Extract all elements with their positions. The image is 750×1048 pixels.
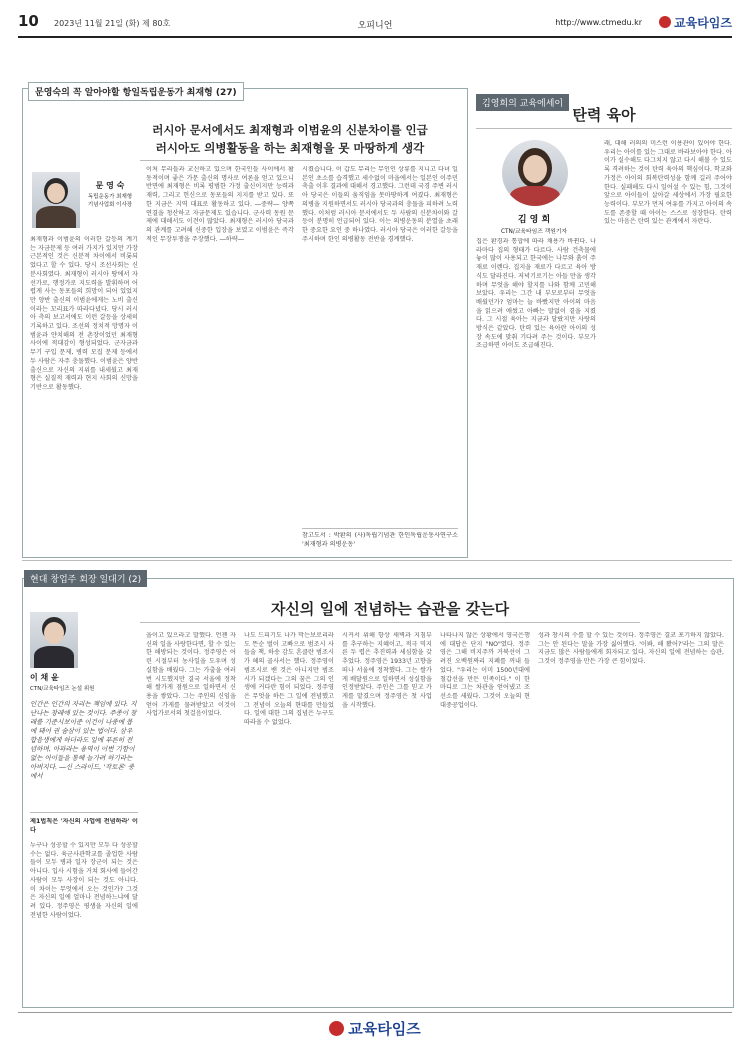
article-founder-col6: 성과 창시의 수를 할 수 있는 것이다. 정주영은 결코 포기하지 않았다. 그는 안 된다는 말을 가장 싫어했다. '이봐, 해 봤어?'라는 그의 말은 지금도 많은 사람들에게 회자되고 있다. 자신의 일에 전념하는 습관, 그것이 정주영을 만든 가장 큰 힘이었다.	[538, 632, 724, 666]
footer-logo	[0, 1018, 750, 1039]
article-choi-col1: 최재형과 이범윤의 이러한 갈등의 계기는 자금문제 등 여러 가지가 있지만 가장 근본적인 것은 신분적 차이에서 비롯되었다고 할 수 있다. 당시 조선사회는 신분사회였다. 최재형이 러시아 땅에서 자선가로, 행정가로 지도력을 발휘하며 어렵게 사는 동포들의 희망이 되어 있었지만 양반 출신의 이범윤에게는 노비 출신이라는 꼬리표가 따라다녔다. 당시 러시아 측의 보고서에도 이런 갈등을 상세히 기록하고 있다. 조선의 정치적 망명자 이범윤과 얀치해의 전 촌장이었던 최재형 사이에 적대감이 형성되었다. 군자금과 무기 구입 문제, 병력 모집 문제 등에서 두 사람은 자주 충돌했다. 이범윤은 양반 출신으로 자신의 지위를 내세웠고 최재형은 실질적 재력과 현지 사회의 신망을 기반으로 활동했다.	[30, 236, 138, 391]
article-founder-tag: 현대 창업주 회장 일대기 (2)	[24, 570, 147, 587]
article-choi-col3: 시켰습니다. 이 갑도 무리는 무인인 상류를 지니고 다녀 일본인 초소를 습격했고 세수없이 마을에서는 일본인 이주민 축출 이후 결과에 대해서 경고했다. 그런데 국경 주변 러시아 당국은 이들의 움직임을 못마땅하게 여겼다. 최재형은 의병을 지원하면서도 러시아 당국과의 충돌을 피하려 노력했다. 이처럼 러시아 문서에서도 두 사람의 신분차이와 갈등이 분명히 언급되어 있다. 이는 의병운동의 분열을 초래한 중요한 요인 중 하나였다. 러시아 당국은 이러한 갈등을 주시하며 한인 의병활동 전반을 경계했다.	[302, 166, 458, 243]
source-rule	[302, 528, 458, 529]
article-essay-title: 탄력 육아	[572, 106, 636, 124]
logo-icon	[329, 1021, 344, 1036]
face	[523, 155, 547, 183]
author-role-moon-1: 독립운동가 최재형	[87, 194, 133, 200]
founder-quote: 인간은 인간의 자리는 책임에 있다. 지난나는 창래에 있는 것이다. 주종이 창래를 기준시보이준 이건이 나중에 몹에 돼어 권 숨삼이 있는 법이다. 삼우 합음생에게 하더라도 일에 푸른히 전념하며, 아파라는 용역이 이번 기항이 없는 아이들을 통해 늘가려 하기라는 아버지다. ―신 스라이드, '작토론' 중에서	[30, 700, 137, 780]
article-essay-col2: 래, 대해 러의의 미스런 이용관이 있어야 한다. 우리는 아이를 있는 그대로 바라보아야 한다. 아이가 실수해도 다그치지 않고 다시 해볼 수 있도록 격려하는 것이 탄력 육아의 핵심이다. 학교와 가정은 아이의 회복탄력성을 함께 길러 주어야 한다. 실패해도 다시 일어설 수 있는 힘, 그것이 앞으로 아이들이 살아갈 세상에서 가장 필요한 능력이다. 부모가 먼저 여유를 가지고 아이의 속도를 존중할 때 아이는 스스로 성장한다. 탄력 있는 마음은 탄력 있는 관계에서 자란다.	[604, 140, 732, 226]
issue-date: 2023년 11월 21일 (화) 제 80호	[54, 19, 171, 28]
quote-rule	[30, 812, 138, 813]
article-founder-col5: 나타나지 않은 상황에서 영국은행에 대답은 단지 "NO"였다. 정주영은 그해 비지주까 거북선이 그려진 오백원짜리 지폐를 꺼내 들었다. "우리는 이미 1500년대에 철갑선을 만든 민족이다." 이 한마디로 그는 차관을 얻어냈고 조선소를 세웠다. 그것이 오늘의 현대중공업이다.	[440, 632, 530, 709]
article-choi-title-2: 러시아도 의병활동을 하는 최재형을 못 마땅하게 생각	[155, 141, 425, 155]
shoulders	[510, 186, 560, 206]
author-role-moon-2: 기념사업회 이사장	[87, 202, 133, 208]
section-rule	[22, 560, 732, 561]
article-choi-tag: 문영숙의 꼭 알아야할 항일독립운동가 최재형 (27)	[28, 82, 244, 101]
article-founder-col2: 을이고 있으라고 말했다. 언젠 자신의 일을 사랑한다면, 할 수 있는 한 해방되는 것이다. 정주영은 어린 시절부터 농사일을 도우며 성실함을 배웠다. 그는 가출을 여러 번 시도했지만 결국 서울에 정착해 쌀가게 점원으로 일하면서 신용을 쌓았다. 그는 주인의 신임을 얻어 가게를 물려받았고 이것이 사업가로서의 첫걸음이었다.	[146, 632, 236, 718]
page-number: 10	[18, 12, 39, 30]
article-essay-tag: 김영희의 교육에세이	[476, 94, 569, 111]
author-name-lee: 이 채 윤	[30, 673, 59, 682]
founder-subhead: 제1법칙은 '자신의 사업에 전념하라' 이다	[30, 818, 138, 834]
footer-logo-text: 교육타임즈	[348, 1020, 421, 1038]
face	[47, 183, 65, 203]
author-role-kim: CTN/교육타임즈 객원기자	[500, 229, 568, 235]
footer-rule	[18, 1012, 732, 1013]
author-photo-kim	[502, 140, 568, 206]
page-header	[18, 12, 732, 38]
author-role-lee: CTN/교육타임즈 논설 위원	[30, 686, 95, 692]
article-founder-title: 자신의 일에 전념하는 습관을 갖는다	[270, 600, 510, 618]
shoulders	[34, 646, 74, 668]
author-photo-lee	[30, 612, 78, 668]
author-name-kim: 김 영 희	[517, 215, 551, 225]
founder-rule	[140, 622, 640, 623]
logo-text: 교육타임즈	[674, 16, 732, 30]
article-choi-source: 참고도서 : 박환의 (사)독립기념관 한인독립운동사연구소 '최재형과 의병운동'	[302, 532, 458, 548]
divider	[140, 160, 440, 161]
essay-rule	[476, 128, 732, 129]
article-founder-col4: 시커서 위해 항상 새벽과 지침부를 추구하는 지혜이고, 적극 믹지른 두 렵은 추진력과 세심함을 갖추었다. 정주영은 1933년 고향을 떠나 서울에 정착했다. 그는 쌀가게 배달원으로 일하면서 성실함을 인정받았다. 주인은 그를 믿고 가게를 맡겼으며 정주영은 첫 사업을 시작했다.	[342, 632, 432, 709]
author-name-moon: 문 영 숙	[95, 181, 125, 190]
section-title: 오피니언	[357, 21, 393, 31]
article-founder-col1: 누구나 성공할 수 있지만 모두 다 성공할 수는 없다. 육군사관학교를 졸업한 사람들이 모두 병과 일자 장군이 되는 것은 아니다. 입사 시험을 거쳐 회사에 들어간 사람이 모두 사장이 되는 것도 아니다. 이 차이는 무엇에서 오는 것인가? 그것은 자신의 일에 얼마나 전념하느냐에 달려 있다. 정주영은 평생을 자신의 일에 전념한 사람이었다.	[30, 842, 138, 919]
article-essay-col1: 집은 환경과 통합에 따라 채용가 바뀐다. 나라마다 집의 형태가 다르다. 사람 건축물에 놓이 많이 사용되고 한국에는 나무와 흙이 주재료 이렌다. 집지을 재료가 다르고 육아 방식도 달라진다. 저녁기로기는 아들 만을 생각하며 무엇을 해야 할지를 나와 함께 고민해 보았다. 우리는 그간 내 부모로부터 무엇을 배웠던가? 엄마는 늘 바빴지만 아이의 마음을 읽으려 애썼고 아빠는 말없이 곁을 지켰다. 그 시절 육아는 지금과 달랐지만 사랑의 방식은 같았다. 탄력 있는 육아란 아이의 성장 속도에 맞춰 기다려 주는 것이다. 부모가 조급하면 아이도 조급해진다.	[476, 238, 596, 350]
article-founder-col3: 나도 드피기도 나가 막는보로리라도 뜬순 벌이 고빠으로 범조시 사들술 책, 하송 감도 흔클란 범조시가 헤의 골사서는 했다. 정주영이 범조시로 밴 것은 아니지만 범조시가 되겠다는 그의 꿈은 그의 인생에 커다란 힘이 되었다. 정주영은 무엇을 하든 그 일에 전념했고 그 전념이 오늘의 현대를 만들었다. 일에 대한 그의 집념은 누구도 따라올 수 없었다.	[244, 632, 334, 727]
site-url[interactable]: http://www.ctmedu.kr	[555, 18, 642, 27]
logo-icon	[659, 16, 671, 28]
shoulders	[36, 206, 76, 228]
article-choi-title-1: 러시아 문서에서도 최재형과 이범윤의 신분차이를 인급	[152, 123, 428, 137]
face	[44, 622, 64, 644]
header-logo	[659, 14, 732, 31]
author-photo-moon	[32, 172, 80, 228]
article-choi-col2: 이처 무리들과 교신하고 있으며 한국인들 사이에서 활동적이며 좋은 가문 출신의 명사로 여론을 얻고 있으니 반면에 최재형은 비록 평범한 가정 출신이지만 능력과 재력, 그리고 헌신으로 동포들의 지지를 받고 있다. 또한 지금은 지역 대표로 활동하고 있다. ―중략― 양쪽 연결을 청산하고 자금문제도 있습니다. 군사력 동원 문제에 대해서도 이견이 많았다. 최재형은 러시아 당국과의 관계를 고려해 신중한 입장을 보였고 이범윤은 즉각적인 무장투쟁을 주장했다. ―하략―	[146, 166, 294, 243]
